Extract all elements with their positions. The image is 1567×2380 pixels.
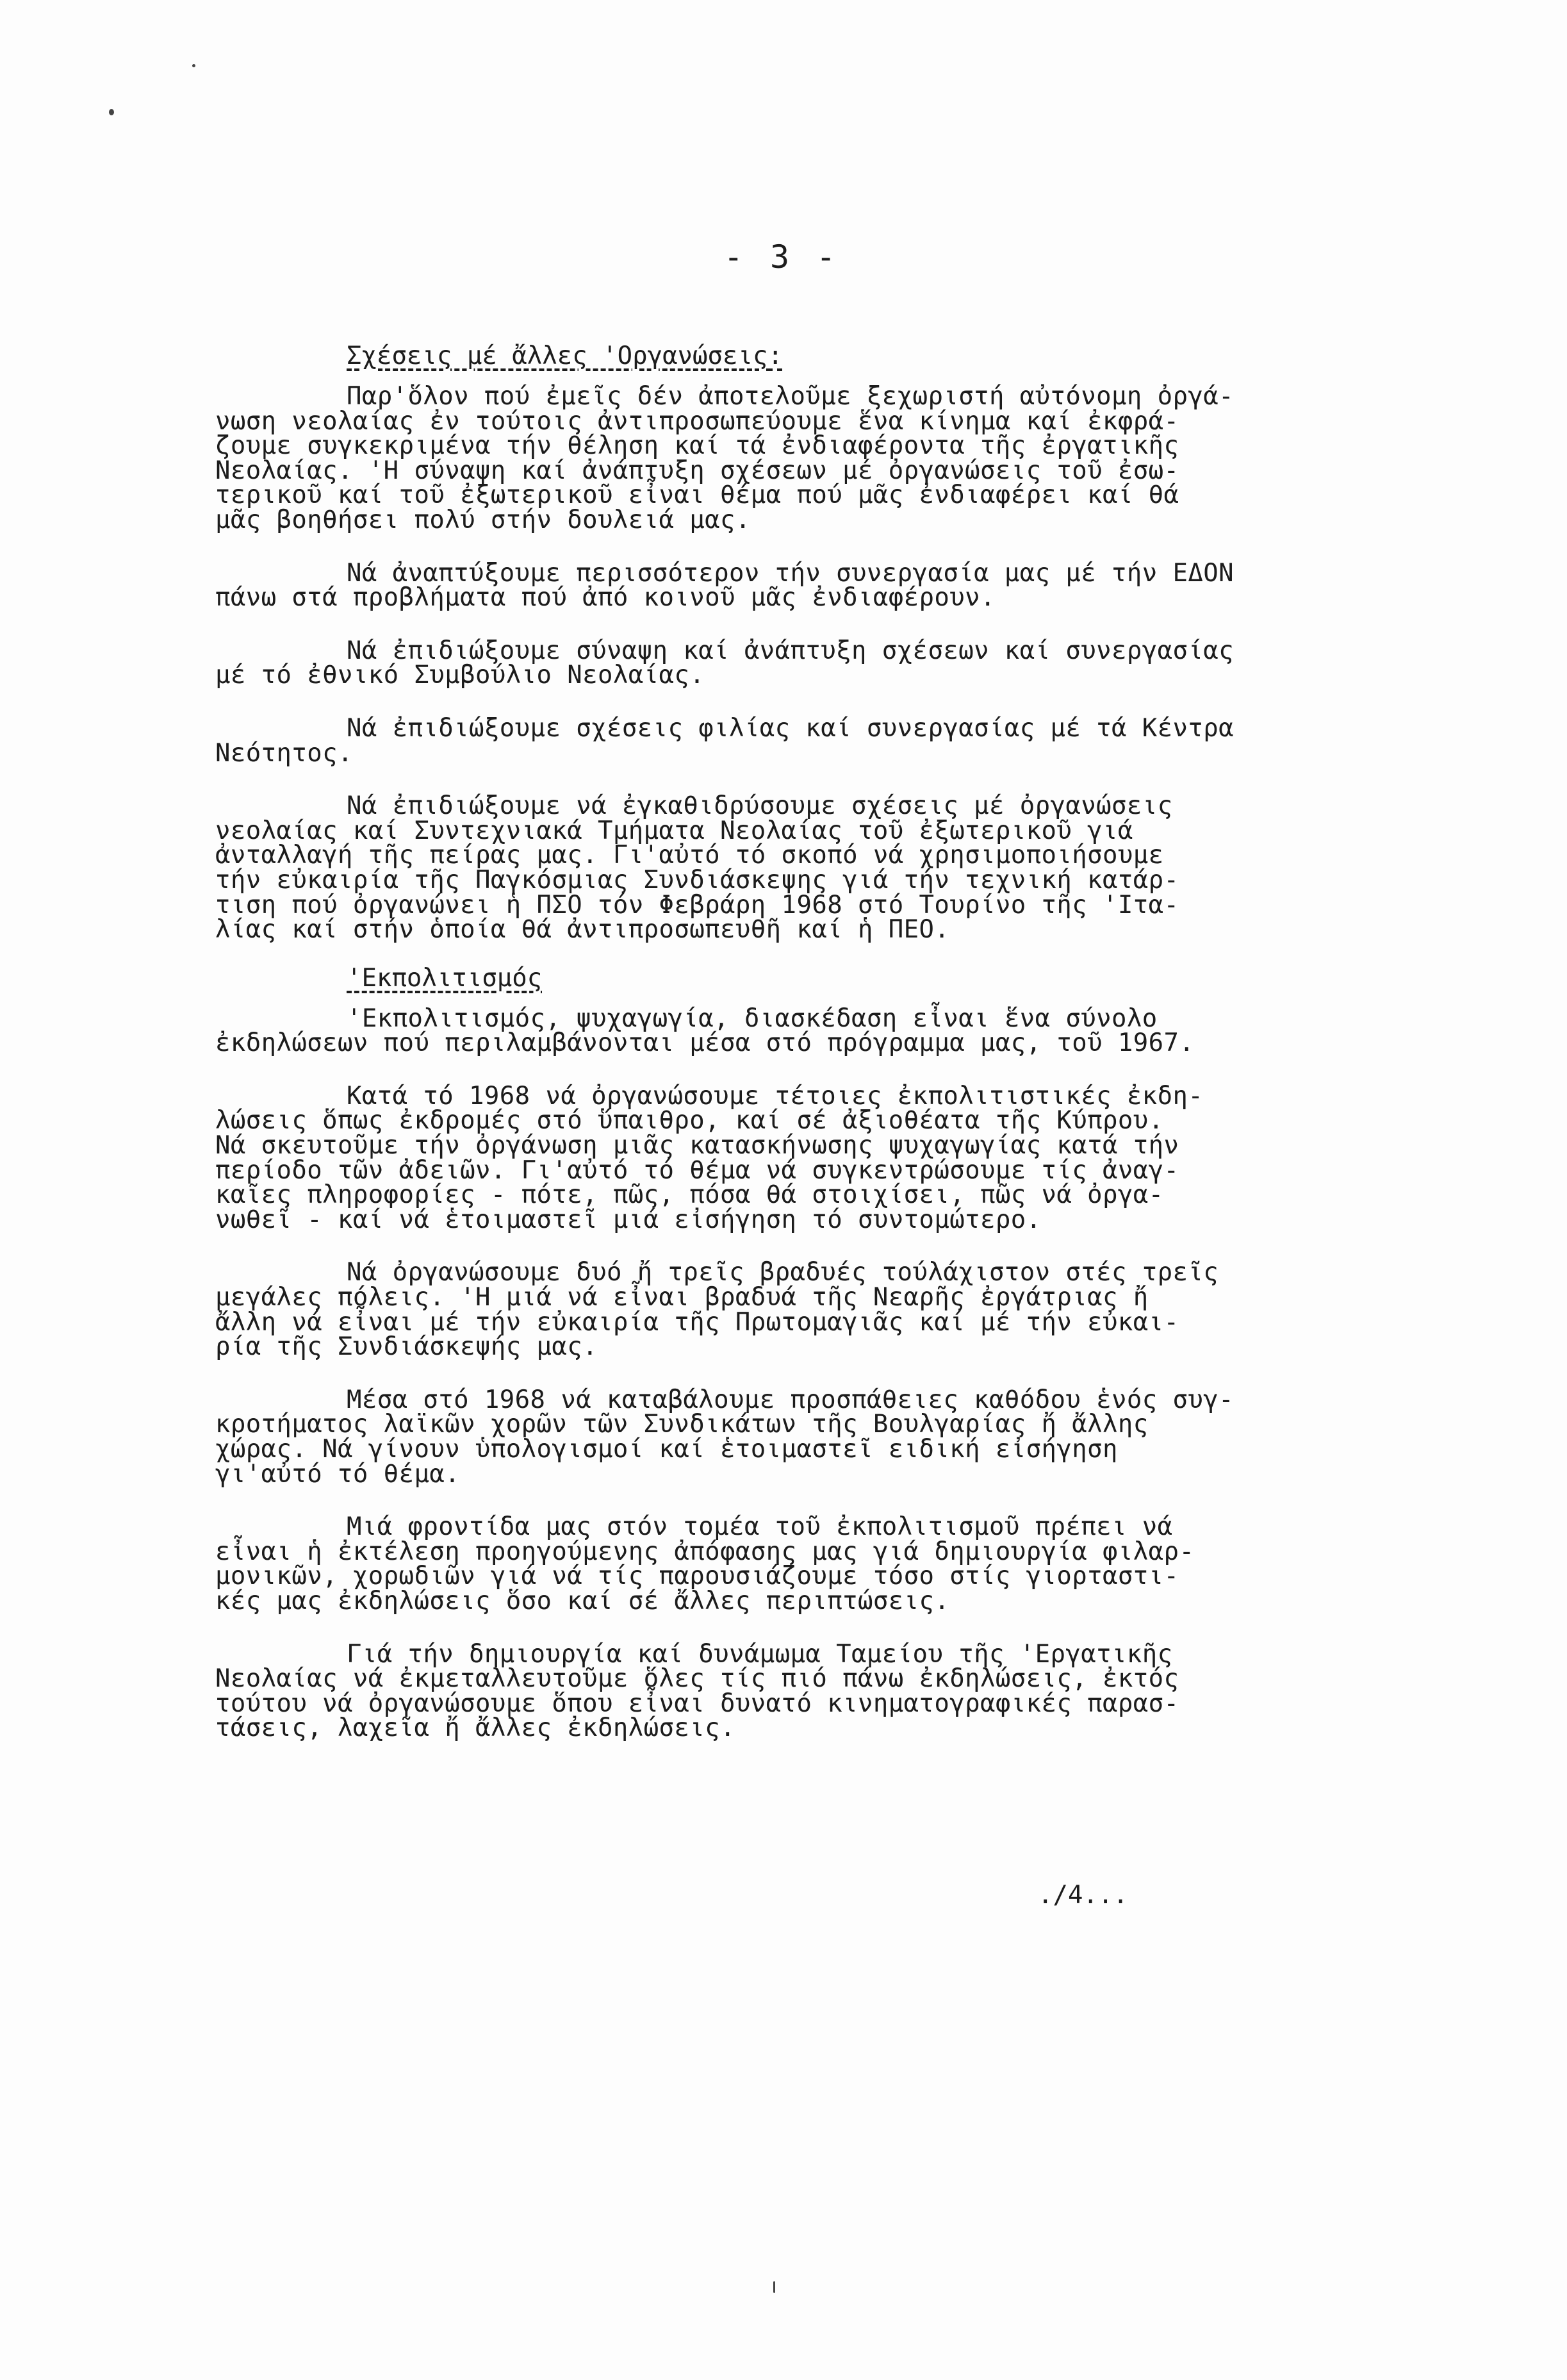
text-line: Κατά τό 1968 νά ὀργανώσουμε τέτοιες ἐκπολιτιστικές ἐκδη- — [347, 1081, 1204, 1111]
text-line: Μέσα στό 1968 νά καταβάλουμε προσπάθειες καθόδου ἑνός συγ- — [347, 1385, 1235, 1414]
text-line: ρία τῆς Συνδιάσκεψής μας. — [215, 1332, 598, 1362]
text-line: νεολαίας καί Συντεχνιακά Τμήματα Νεολαίας τοῦ ἐξωτερικοῦ γιά — [215, 816, 1133, 845]
text-line: τάσεις, λαχεῖα ἤ ἄλλες ἐκδηλώσεις. — [215, 1714, 735, 1743]
text-line: ἄλλη νά εἶναι μέ τήν εὐκαιρία τῆς Πρωτομαγιᾶς καί μέ τήν εὐκαι- — [215, 1307, 1179, 1337]
text-line: Νεολαίας νά ἐκμεταλλευτοῦμε ὅλες τίς πιό πάνω ἐκδηλώσεις, ἐκτός — [215, 1664, 1179, 1694]
scan-speck — [773, 2281, 775, 2293]
text-line: Νά σκευτοῦμε τήν ὀργάνωση μιᾶς κατασκήνωσης ψυχαγωγίας κατά τήν — [215, 1131, 1179, 1161]
text-line: λώσεις ὅπως ἐκδρομές στό ὕπαιθρο, καί σέ ἀξιοθέατα τῆς Κύπρου. — [215, 1106, 1164, 1136]
text-line: μέ τό ἐθνικό Συμβούλιο Νεολαίας. — [215, 661, 705, 690]
text-line: 'Εκπολιτισμός, ψυχαγωγία, διασκέδαση εἶναι ἕνα σύνολο — [347, 1004, 1158, 1033]
text-line: Νά ἐπιδιώξουμε νά ἐγκαθιδρύσουμε σχέσεις μέ ὀργανώσεις — [347, 791, 1173, 821]
text-line: Νεολαίας. 'Η σύναψη καί ἀνάπτυξη σχέσεων μέ ὀργανώσεις τοῦ ἐσω- — [215, 456, 1179, 485]
paragraph — [215, 558, 1490, 613]
text-line: Νά ἐπιδιώξουμε σχέσεις φιλίας καί συνεργασίας μέ τά Κέντρα — [347, 713, 1235, 743]
text-line: μεγάλες πόλεις. 'Η μιά νά εἶναι βραδυά τῆς Νεαρῆς ἐργάτριας ἤ — [215, 1283, 1149, 1312]
section-heading-relations: Σχέσεις μέ ἄλλες 'Οργανώσεις : — [347, 340, 1490, 373]
document-body — [215, 340, 1490, 1741]
paragraph — [215, 636, 1490, 690]
scan-speck — [192, 64, 195, 67]
text-line: Νεότητος. — [215, 738, 353, 768]
text-line: μᾶς βοηθήσει πολύ στήν δουλειά μας. — [215, 505, 751, 534]
text-line: Παρ'ὅλον πού ἐμεῖς δέν ἀποτελοῦμε ξεχωριστή αὐτόνομη ὀργά- — [347, 382, 1235, 411]
text-line: κές μας ἐκδηλώσεις ὅσο καί σέ ἄλλες περιπτώσεις. — [215, 1586, 950, 1616]
paragraph — [215, 713, 1490, 768]
paragraph — [215, 1081, 1490, 1234]
section-heading-culture: 'Εκπολιτισμός — [347, 963, 543, 993]
text-line: νωση νεολαίας ἐν τούτοις ἀντιπροσωπεύουμε ἕνα κίνημα καί ἐκφρά- — [215, 406, 1179, 436]
text-line: νωθεῖ - καί νά ἑτοιμαστεῖ μιά εἰσήγηση τό συντομώτερο. — [215, 1205, 1042, 1234]
text-line: Μιά φροντίδα μας στόν τομέα τοῦ ἐκπολιτισμοῦ πρέπει νά — [347, 1512, 1173, 1542]
paragraph — [215, 384, 1490, 533]
text-line: τούτου νά ὀργανώσουμε ὅπου εἶναι δυνατό κινηματογραφικές παρασ- — [215, 1689, 1179, 1718]
text-line: καῖες πληροφορίες - πότε, πῶς, πόσα θά στοιχίσει, πῶς νά ὀργα- — [215, 1180, 1164, 1210]
paragraph — [215, 1004, 1490, 1058]
text-line: ἐκδηλώσεων πού περιλαμβάνονται μέσα στό πρόγραμμα μας, τοῦ 1967. — [215, 1029, 1195, 1058]
page-continuation: ./4... — [1038, 1881, 1128, 1910]
text-line: Γιά τήν δημιουργία καί δυνάμωμα Ταμείου τῆς 'Εργατικῆς — [347, 1639, 1173, 1669]
section-culture — [215, 1004, 1490, 1743]
text-line: γι'αὐτό τό θέμα. — [215, 1459, 461, 1489]
text-line: πάνω στά προβλήματα πού ἀπό κοινοῦ μᾶς ἐνδιαφέρουν. — [215, 583, 996, 613]
text-line: ἀνταλλαγή τῆς πείρας μας. Γι'αὐτό τό σκοπό νά χρησιμοποιήσουμε — [215, 841, 1164, 870]
text-line: περίοδο τῶν ἀδειῶν. Γι'αὐτό τό θέμα νά συγκεντρώσουμε τίς ἀναγ- — [215, 1155, 1179, 1185]
text-line: Νά ὀργανώσουμε δυό ἤ τρεῖς βραδυές τούλάχιστον στές τρεῖς — [347, 1258, 1219, 1287]
text-line: χώρας. Νά γίνουν ὑπολογισμοί καί ἑτοιμαστεῖ ειδική εἰσήγηση — [215, 1435, 1118, 1464]
paragraph — [215, 1258, 1490, 1362]
text-line: τιση πού ὀργανώνει ἡ ΠΣΟ τόν Φεβράρη 1968 στό Τουρίνο τῆς 'Ιτα- — [215, 890, 1179, 920]
text-line: κροτήματος λαϊκῶν χορῶν τῶν Συνδικάτων τῆς Βουλγαρίας ἤ ἄλλης — [215, 1410, 1149, 1439]
paragraph — [215, 1639, 1490, 1743]
text-line: λίας καί στήν ὁποία θά ἀντιπροσωπευθῆ καί ἡ ΠΕΟ. — [215, 915, 950, 945]
text-line: εἶναι ἡ ἐκτέλεση προηγούμενης ἀπόφασης μας γιά δημιουργία φιλαρ- — [215, 1537, 1195, 1566]
page-number: - 3 - — [723, 238, 840, 276]
section-relations — [215, 384, 1490, 943]
text-line: τερικοῦ καί τοῦ ἐξωτερικοῦ εἶναι θέμα πού μᾶς ἐνδιαφέρει καί θά — [215, 481, 1179, 510]
text-line: ζουμε συγκεκριμένα τήν θέληση καί τά ἐνδιαφέροντα τῆς ἐργατικῆς — [215, 431, 1179, 461]
text-line: Νά ἐπιδιώξουμε σύναψη καί ἀνάπτυξη σχέσεων καί συνεργασίας — [347, 636, 1235, 665]
scan-speck — [109, 109, 114, 115]
paragraph — [215, 1385, 1490, 1489]
text-line: μονικῶν, χορωδιῶν γιά νά τίς παρουσιάζουμε τόσο στίς γιορταστι- — [215, 1562, 1179, 1591]
text-line: τήν εὐκαιρία τῆς Παγκόσμιας Συνδιάσκεψης γιά τήν τεχνική κατάρ- — [215, 865, 1179, 895]
text-line: Νά ἀναπτύξουμε περισσότερον τήν συνεργασία μας μέ τήν ΕΔΟΝ — [347, 558, 1235, 588]
paragraph — [215, 1512, 1490, 1616]
paragraph — [215, 791, 1490, 945]
